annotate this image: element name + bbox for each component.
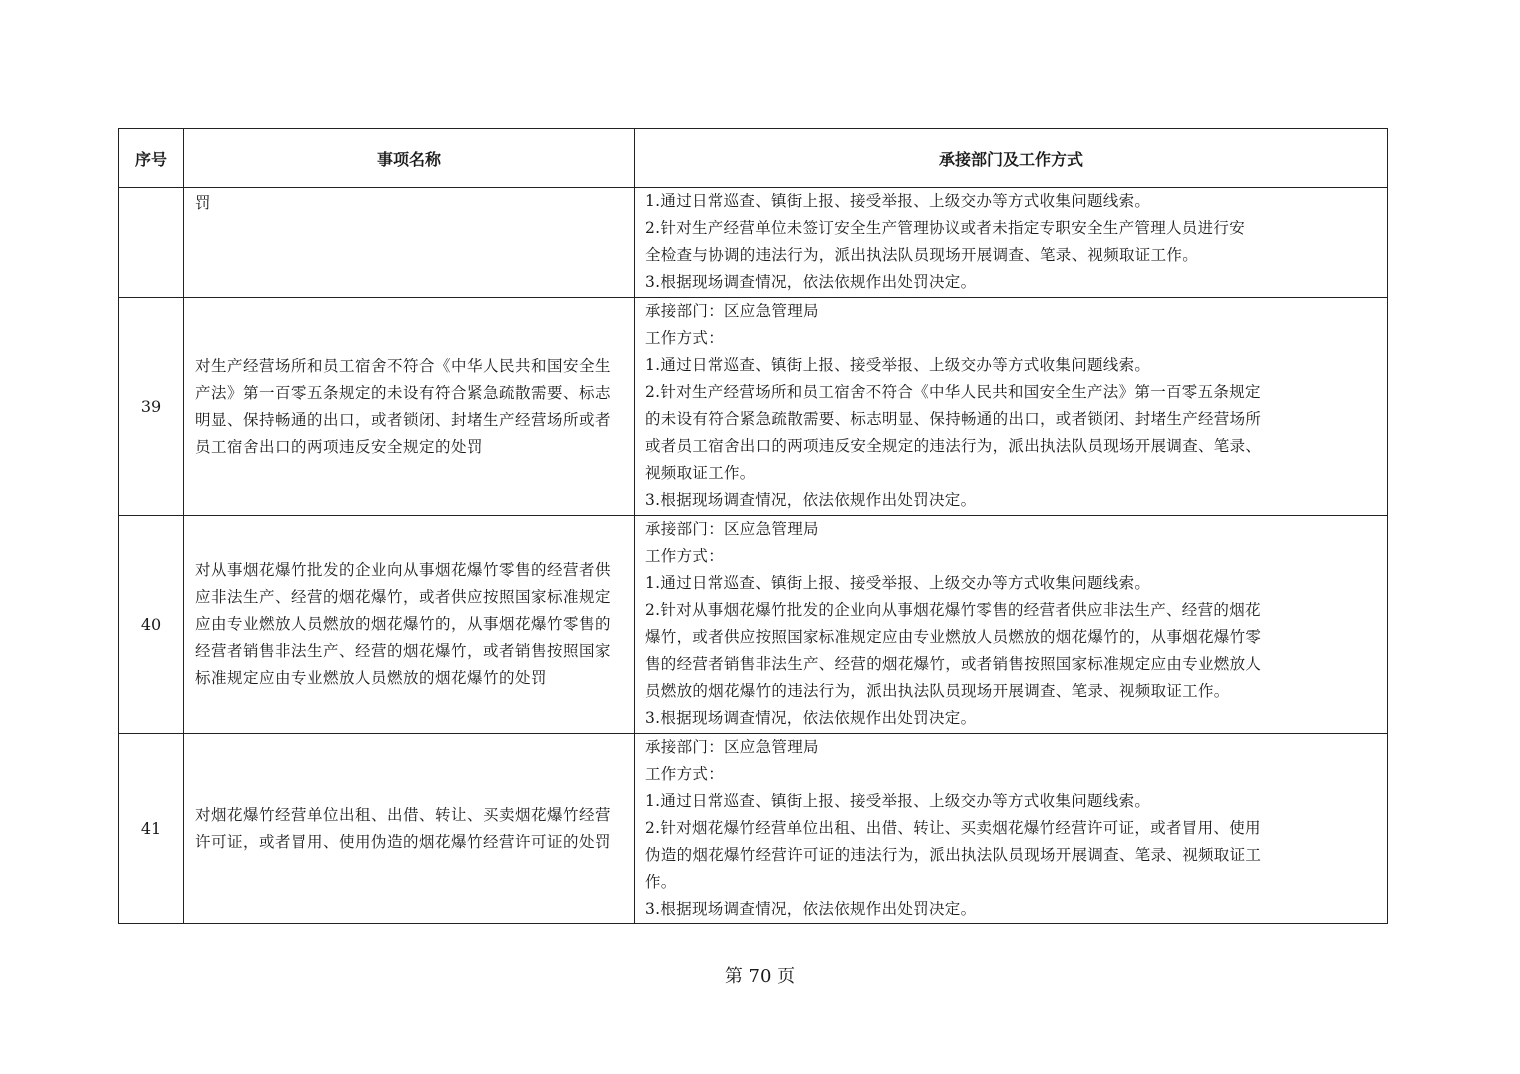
header-seq: 序号: [119, 129, 184, 188]
dept-line: 3.根据现场调查情况，依法依规作出处罚决定。: [645, 273, 977, 291]
dept-line: 3.根据现场调查情况，依法依规作出处罚决定。: [645, 491, 977, 509]
dept-line: 工作方式：: [645, 547, 725, 565]
dept-line: 视频取证工作。: [645, 464, 756, 482]
header-name: 事项名称: [184, 129, 635, 188]
table-header-row: [119, 129, 1388, 188]
row-dept-method: [635, 516, 1388, 734]
dept-line: 工作方式：: [645, 765, 725, 783]
dept-line: 承接部门：区应急管理局: [645, 520, 819, 538]
header-dept: 承接部门及工作方式: [635, 129, 1388, 188]
dept-line: 2.针对生产经营单位未签订安全生产管理协议或者未指定专职安全生产管理人员进行安: [645, 219, 1245, 237]
row-item-name: 对生产经营场所和员工宿舍不符合《中华人民共和国安全生产法》第一百零五条规定的未设有符合紧急疏散需要、标志明显、保持畅通的出口，或者锁闭、封堵生产经营场所或者员工宿舍出口的两项违反安全规定的处罚: [184, 298, 635, 516]
dept-line: 2.针对烟花爆竹经营单位出租、出借、转让、买卖烟花爆竹经营许可证，或者冒用、使用: [645, 819, 1261, 837]
dept-line: 承接部门：区应急管理局: [645, 738, 819, 756]
items-table-container: [118, 128, 1387, 924]
row-dept-method: [635, 298, 1388, 516]
table-row: [119, 188, 1388, 298]
dept-line: 伪造的烟花爆竹经营许可证的违法行为，派出执法队员现场开展调查、笔录、视频取证工: [645, 846, 1262, 864]
row-item-name: 对从事烟花爆竹批发的企业向从事烟花爆竹零售的经营者供应非法生产、经营的烟花爆竹，或者供应按照国家标准规定应由专业燃放人员燃放的烟花爆竹的，从事烟花爆竹零售的经营者销售非法生产、经营的烟花爆竹，或者销售按照国家标准规定应由专业燃放人员燃放的烟花爆竹的处罚: [184, 516, 635, 734]
dept-line: 2.针对生产经营场所和员工宿舍不符合《中华人民共和国安全生产法》第一百零五条规定: [645, 383, 1261, 401]
dept-line: 爆竹，或者供应按照国家标准规定应由专业燃放人员燃放的烟花爆竹的，从事烟花爆竹零: [645, 628, 1262, 646]
items-table: [118, 128, 1388, 924]
page-number: 第 70 页: [724, 966, 796, 987]
table-row: [119, 734, 1388, 924]
row-dept-method: [635, 188, 1388, 298]
dept-line: 售的经营者销售非法生产、经营的烟花爆竹，或者销售按照国家标准规定应由专业燃放人: [645, 655, 1262, 673]
dept-line: 1.通过日常巡查、镇街上报、接受举报、上级交办等方式收集问题线索。: [645, 792, 1151, 810]
dept-line: 2.针对从事烟花爆竹批发的企业向从事烟花爆竹零售的经营者供应非法生产、经营的烟花: [645, 601, 1261, 619]
dept-line: 员燃放的烟花爆竹的违法行为，派出执法队员现场开展调查、笔录、视频取证工作。: [645, 682, 1230, 700]
dept-line: 全检查与协调的违法行为，派出执法队员现场开展调查、笔录、视频取证工作。: [645, 246, 1199, 264]
row-seq: [119, 188, 184, 298]
dept-line: 1.通过日常巡查、镇街上报、接受举报、上级交办等方式收集问题线索。: [645, 192, 1151, 210]
row-dept-method: [635, 734, 1388, 924]
table-row: [119, 516, 1388, 734]
dept-line: 3.根据现场调查情况，依法依规作出处罚决定。: [645, 709, 977, 727]
dept-line: 1.通过日常巡查、镇街上报、接受举报、上级交办等方式收集问题线索。: [645, 574, 1151, 592]
row-seq: 39: [119, 298, 184, 516]
dept-line: 承接部门：区应急管理局: [645, 302, 819, 320]
table-row: [119, 298, 1388, 516]
row-seq: 41: [119, 734, 184, 924]
dept-line: 作。: [645, 873, 677, 891]
dept-line: 3.根据现场调查情况，依法依规作出处罚决定。: [645, 900, 977, 918]
dept-line: 或者员工宿舍出口的两项违反安全规定的违法行为，派出执法队员现场开展调查、笔录、: [645, 437, 1262, 455]
dept-line: 1.通过日常巡查、镇街上报、接受举报、上级交办等方式收集问题线索。: [645, 356, 1151, 374]
row-seq: 40: [119, 516, 184, 734]
dept-line: 工作方式：: [645, 329, 725, 347]
row-item-name: 对烟花爆竹经营单位出租、出借、转让、买卖烟花爆竹经营许可证，或者冒用、使用伪造的烟花爆竹经营许可证的处罚: [184, 734, 635, 924]
row-item-name: 罚: [184, 188, 635, 298]
dept-line: 的未设有符合紧急疏散需要、标志明显、保持畅通的出口，或者锁闭、封堵生产经营场所: [645, 410, 1262, 428]
